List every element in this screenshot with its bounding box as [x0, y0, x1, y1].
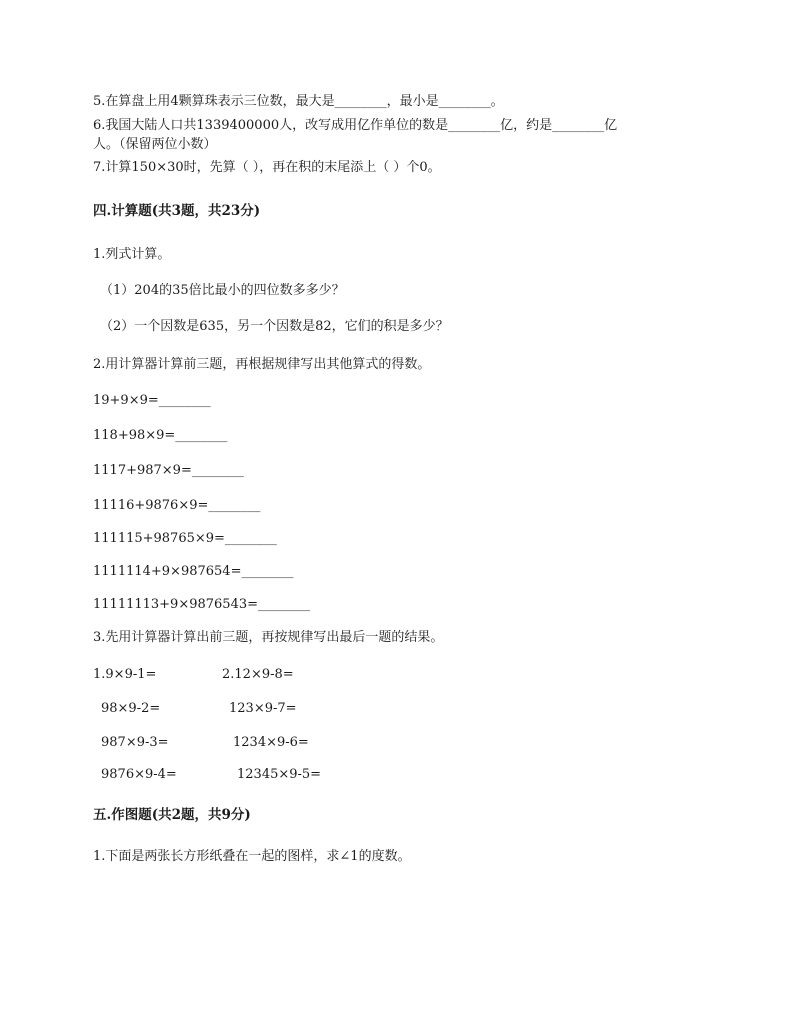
calc-q3-right-item: 2.12×9-8=	[222, 667, 294, 682]
calc-q3-right-item: 12345×9-5=	[237, 767, 322, 782]
calc-q2-row: 118+98×9=________	[93, 428, 228, 443]
question-5: 5.在算盘上用4颗算珠表示三位数，最大是________，最小是________。	[93, 94, 504, 109]
calc-q2-row: 19+9×9=________	[93, 393, 211, 408]
calc-q2-row: 1117+987×9=________	[93, 463, 244, 478]
calc-q3-left-item: 1.9×9-1=	[93, 667, 157, 682]
section-heading-calc: 四.计算题(共3题，共23分)	[93, 203, 261, 219]
calc-q3-right-item: 1234×9-6=	[233, 735, 309, 750]
question-6-line2: 人。（保留两位小数）	[93, 137, 217, 152]
calc-q3-right-item: 123×9-7=	[229, 701, 297, 716]
calc-q3-left-item: 9876×9-4=	[101, 767, 177, 782]
calc-q2-row: 11116+9876×9=________	[93, 498, 261, 513]
calc-q1-sub1: （1）204的35倍比最小的四位数多多少？	[100, 283, 345, 298]
calc-q3-left-item: 98×9-2=	[101, 701, 161, 716]
draw-q1: 1.下面是两张长方形纸叠在一起的图样，求∠1的度数。	[93, 849, 411, 864]
calc-q1-title: 1.列式计算。	[93, 247, 171, 262]
calc-q3-title: 3.先用计算器计算出前三题，再按规律写出最后一题的结果。	[93, 630, 444, 645]
calc-q2-row: 11111113+9×9876543=________	[93, 597, 311, 612]
calc-q3-left-item: 987×9-3=	[101, 735, 169, 750]
question-6-line1: 6.我国大陆人口共1339400000人，改写成用亿作单位的数是________亿，约是________亿	[93, 118, 618, 133]
calc-q2-title: 2.用计算器计算前三题，再根据规律写出其他算式的得数。	[93, 357, 431, 372]
section-heading-draw: 五.作图题(共2题，共9分)	[93, 807, 251, 823]
question-7: 7.计算150×30时，先算（ ），再在积的末尾添上（ ）个0。	[93, 160, 441, 175]
calc-q1-sub2: （2）一个因数是635，另一个因数是82，它们的积是多少？	[100, 319, 449, 334]
calc-q2-row: 1111114+9×987654=________	[93, 564, 294, 579]
calc-q2-row: 111115+98765×9=________	[93, 531, 277, 546]
